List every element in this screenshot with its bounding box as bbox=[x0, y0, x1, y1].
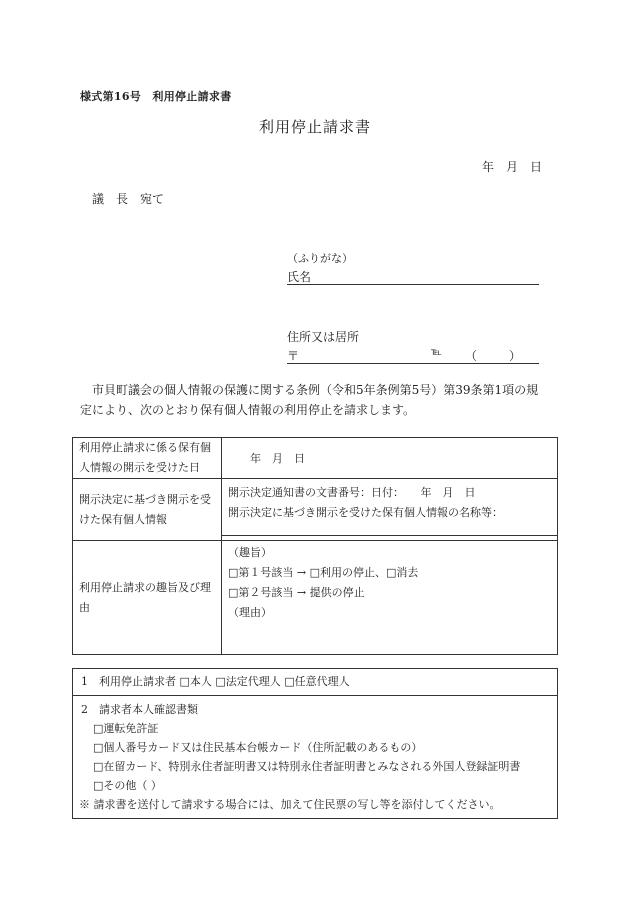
requester-type-line[interactable]: 1 利用停止請求者 □本人 □法定代理人 □任意代理人 bbox=[73, 669, 557, 696]
id-doc-item[interactable]: □在留カード、特別永住者証明書又は特別永住者証明書とみなされる外国人登録証明書 bbox=[93, 760, 521, 773]
request-date: 年 月 日 bbox=[481, 160, 542, 174]
info-name-underline bbox=[222, 529, 557, 536]
purpose-heading: （趣旨） bbox=[228, 546, 272, 559]
tel-label: ℡ bbox=[431, 347, 442, 358]
disclosure-date-field[interactable]: 年 月 日 bbox=[222, 438, 558, 479]
info-name-line: 開示決定に基づき開示を受けた保有個人情報の名称等： bbox=[228, 506, 503, 519]
tel-parens: （ ） bbox=[465, 349, 532, 363]
id-doc-item[interactable]: □個人番号カード又は住民基本台帳カード（住所記載のあるもの） bbox=[93, 741, 423, 754]
id-doc-item[interactable]: □その他（ ） bbox=[93, 779, 162, 792]
requester-info-box bbox=[72, 668, 558, 819]
disclosure-date-label: 利用停止請求に係る保有個人情報の開示を受けた日 bbox=[73, 438, 222, 479]
reason-heading: （理由） bbox=[228, 606, 272, 619]
postal-mark: 〒 bbox=[287, 349, 300, 363]
purpose-reason-cell[interactable] bbox=[222, 541, 558, 655]
name-label: 氏名 bbox=[287, 270, 312, 284]
form-number: 様式第16号 利用停止請求書 bbox=[80, 90, 232, 103]
disclosed-info-label: 開示決定に基づき開示を受けた保有個人情報 bbox=[73, 479, 222, 541]
intro-paragraph: 市貝町議会の個人情報の保護に関する条例（令和5年条例第5号）第39条第1項の規定により、次のとおり保有個人情報の利用停止を請求します。 bbox=[80, 383, 539, 417]
id-documents-heading: 2 請求者本人確認書類 bbox=[81, 703, 198, 716]
option-clause2[interactable]: □第２号該当 → 提供の停止 bbox=[228, 586, 365, 599]
address-field[interactable] bbox=[287, 347, 539, 364]
request-details-table bbox=[72, 437, 558, 655]
disclosed-info-cell[interactable] bbox=[222, 479, 558, 541]
id-doc-item[interactable]: □運転免許証 bbox=[93, 722, 159, 735]
purpose-reason-label: 利用停止請求の趣旨及び理由 bbox=[73, 541, 222, 655]
notice-number-line: 開示決定通知書の文書番号：日付： 年 月 日 bbox=[228, 486, 476, 499]
id-documents-section bbox=[73, 696, 557, 818]
option-clause1[interactable]: □第１号該当 → □利用の停止、□消去 bbox=[228, 566, 419, 579]
address-label: 住所又は居所 bbox=[287, 330, 360, 344]
page-title: 利用停止請求書 bbox=[258, 118, 371, 136]
furigana-label: （ふりがな） bbox=[287, 252, 353, 265]
addressee: 議 長 宛て bbox=[92, 192, 165, 206]
mail-request-note: ※ 請求書を送付して請求する場合には、加えて住民票の写し等を添付してください。 bbox=[79, 798, 501, 811]
name-field[interactable] bbox=[287, 268, 539, 285]
